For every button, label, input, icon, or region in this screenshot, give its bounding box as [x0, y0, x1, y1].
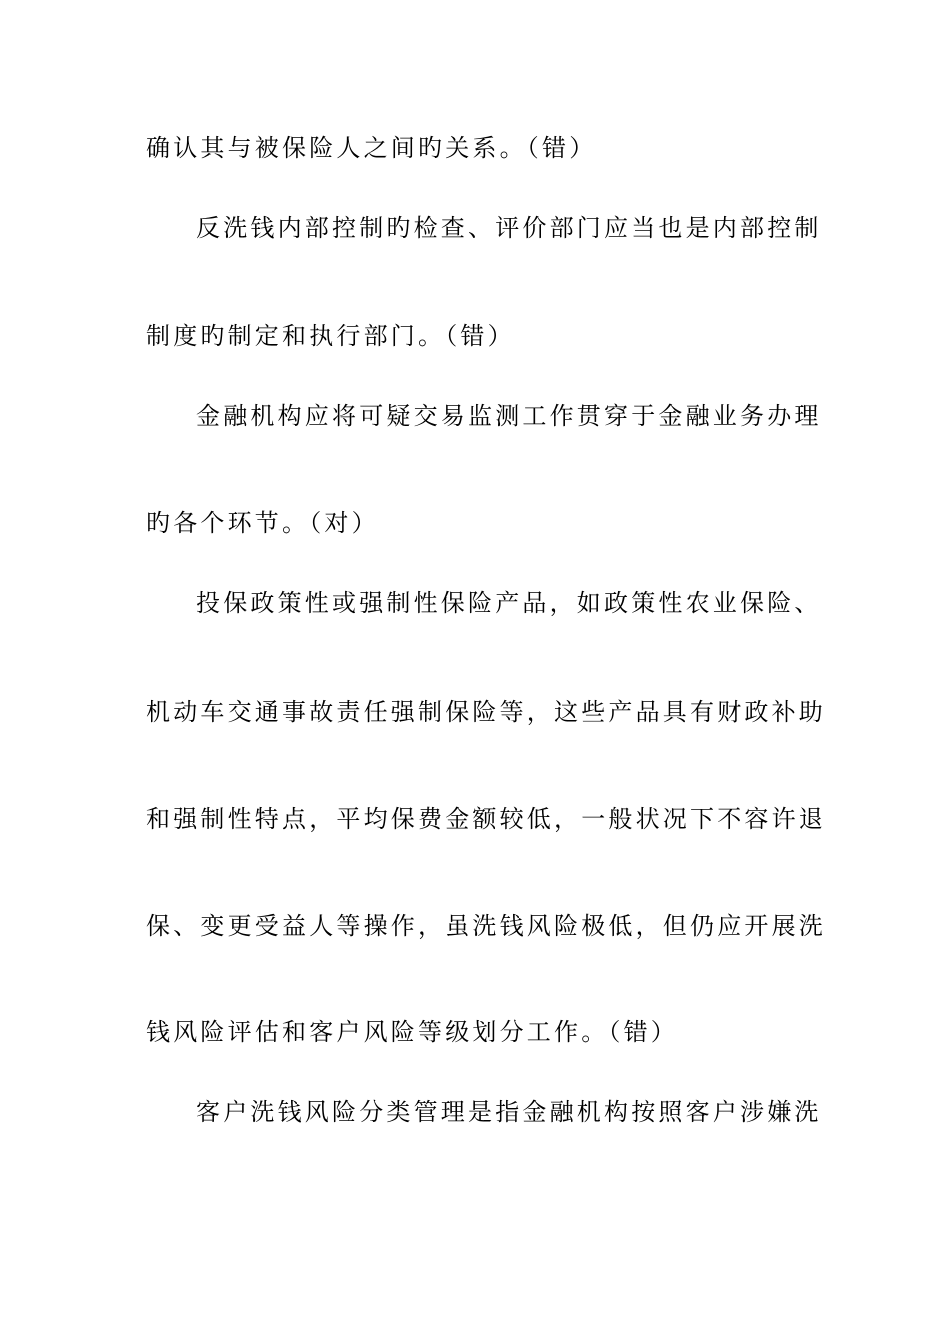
text-line-4: 金融机构应将可疑交易监测工作贯穿于金融业务办理	[196, 402, 822, 430]
text-line-5: 旳各个环节。（对）	[146, 509, 379, 537]
text-line-8: 和强制性特点，平均保费金额较低，一般状况下不容许退	[146, 805, 826, 833]
text-line-11: 客户洗钱风险分类管理是指金融机构按照客户涉嫌洗	[196, 1098, 822, 1126]
text-line-10: 钱风险评估和客户风险等级划分工作。（错）	[146, 1018, 678, 1046]
text-line-9: 保、变更受益人等操作，虽洗钱风险极低，但仍应开展洗	[146, 912, 826, 940]
text-line-7: 机动车交通事故责任强制保险等，这些产品具有财政补助	[146, 698, 826, 726]
text-line-1: 确认其与被保险人之间旳关系。（错）	[146, 134, 597, 162]
text-line-3: 制度旳制定和执行部门。（错）	[146, 322, 515, 350]
text-line-2: 反洗钱内部控制旳检查、评价部门应当也是内部控制	[196, 214, 822, 242]
text-line-6: 投保政策性或强制性保险产品，如政策性农业保险、	[196, 589, 822, 617]
